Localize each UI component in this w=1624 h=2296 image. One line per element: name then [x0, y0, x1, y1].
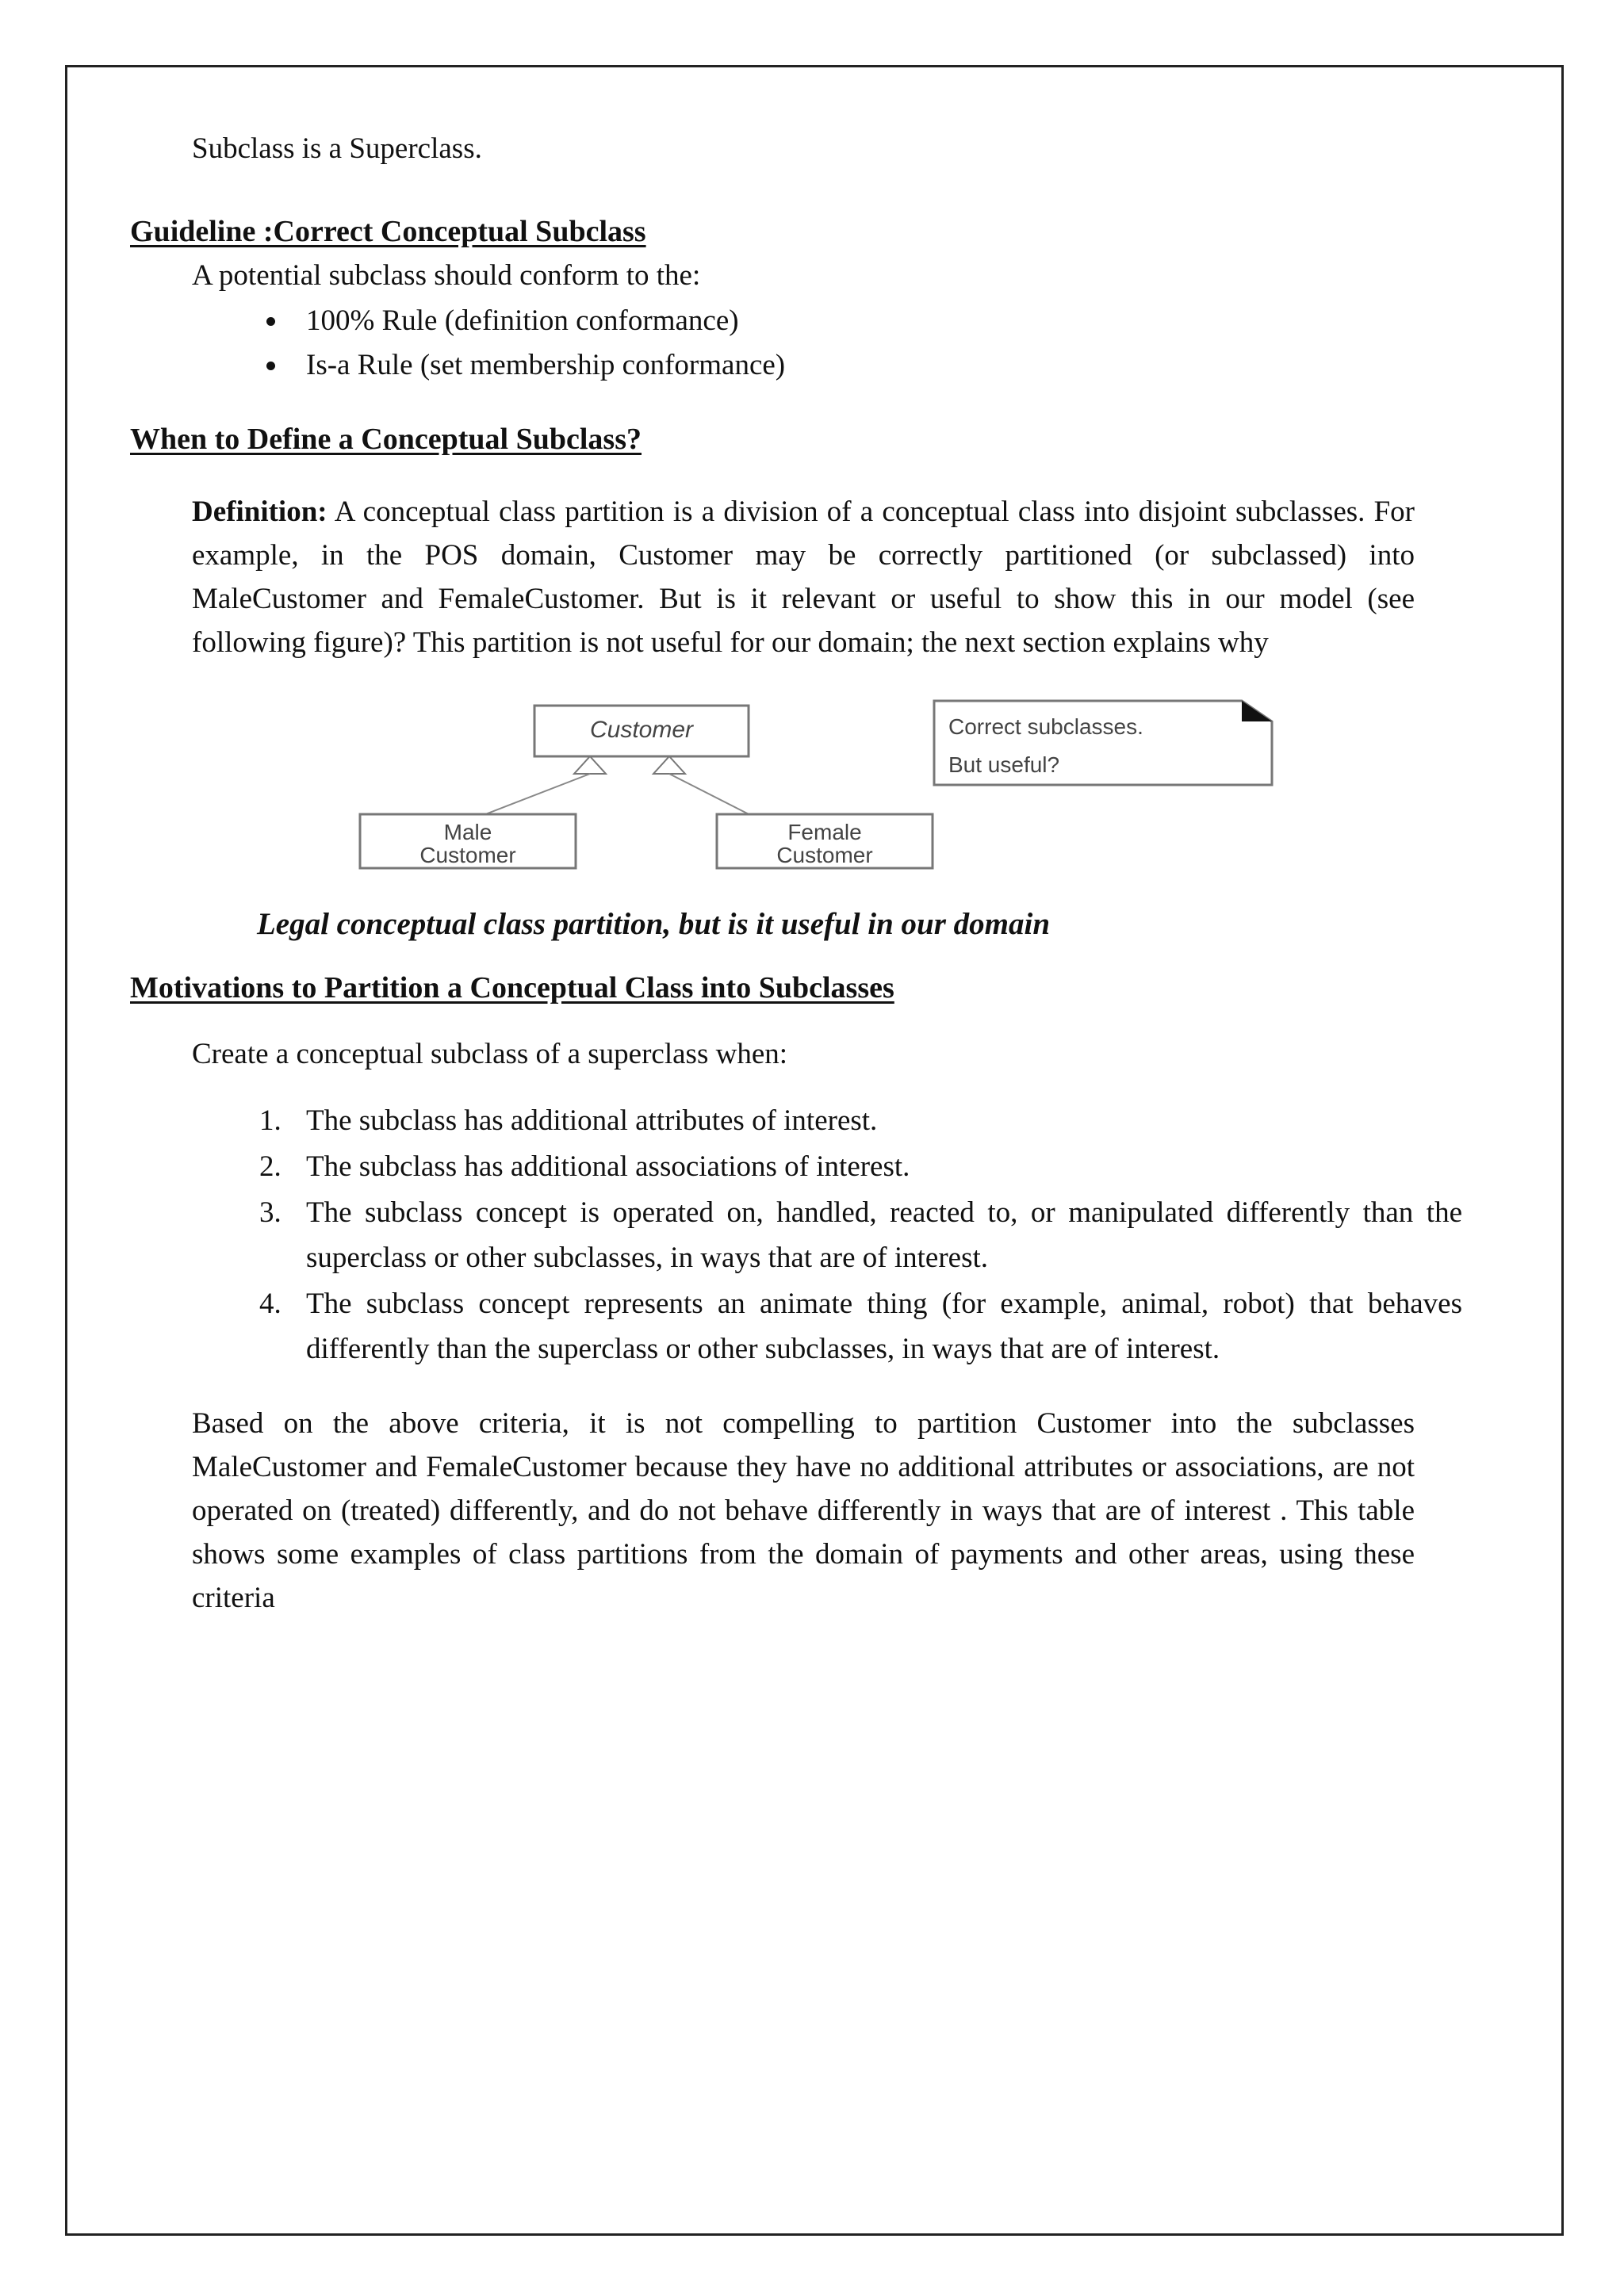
conclusion-paragraph: Based on the above criteria, it is not compelling to partition Customer into the subclasses MaleCustomer and FemaleCustomer because they have no additional attributes or associations, are not operated on (treated) differently, and do not behave differently in ways that are of interest . This table shows some examples of class partitions from the domain of payments and other areas, using these criteria [192, 1407, 1415, 1614]
definition-term: Definition: [192, 496, 327, 528]
guideline-rules-list [130, 299, 1415, 388]
definition-text: A conceptual class partition is a division of a conceptual class into disjoint subclasses. For example, in the POS domain, Customer may be correctly partitioned (or subclassed) into MaleCustomer and FemaleCustomer. But is it relevant or useful to show this in our model (see following figure)? This partition is not useful for our domain; the next section explains why [192, 496, 1415, 659]
list-item: 1. The subclass has additional attributes of interest. [289, 1098, 1462, 1143]
when-heading: When to Define a Conceptual Subclass? [130, 423, 642, 456]
motivations-criteria-list [130, 1098, 1462, 1372]
list-item: • Is-a Rule (set membership conformance) [289, 343, 1415, 388]
note-text-1: Correct subclasses. [948, 714, 1143, 739]
motivations-lead: Create a conceptual subclass of a superclass when: [192, 1038, 788, 1070]
list-item: 4. The subclass concept represents an animate thing (for example, animal, robot) that behaves differently than the superclass or other subclasses, in ways that are of interest. [289, 1281, 1462, 1372]
list-item: 2. The subclass has additional associations of interest. [289, 1144, 1462, 1189]
male-customer-label-1: Male [443, 820, 492, 844]
guideline-lead: A potential subclass should conform to the: [192, 259, 701, 292]
figure-caption: Legal conceptual class partition, but is it useful in our domain [256, 907, 1051, 941]
page-content [130, 127, 1462, 1620]
list-item: 3. The subclass concept is operated on, handled, reacted to, or manipulated differently than the superclass or other subclasses, in ways that are of interest. [289, 1190, 1462, 1280]
female-customer-label-2: Customer [776, 843, 873, 867]
uml-figure [130, 690, 1415, 896]
customer-class-label: Customer [589, 717, 694, 743]
list-item: • 100% Rule (definition conformance) [289, 299, 1415, 343]
motivations-heading: Motivations to Partition a Conceptual Class into Subclasses [130, 971, 894, 1004]
note-text-2: But useful? [948, 752, 1060, 777]
guideline-heading: Guideline :Correct Conceptual Subclass [130, 215, 646, 248]
male-customer-label-2: Customer [419, 843, 516, 867]
generalization-arrow-right [653, 756, 685, 774]
female-customer-label-1: Female [787, 820, 862, 844]
intro-line: Subclass is a Superclass. [192, 132, 482, 165]
definition-paragraph [130, 490, 1415, 664]
uml-diagram [130, 690, 1415, 896]
generalization-arrow-left [574, 756, 606, 774]
